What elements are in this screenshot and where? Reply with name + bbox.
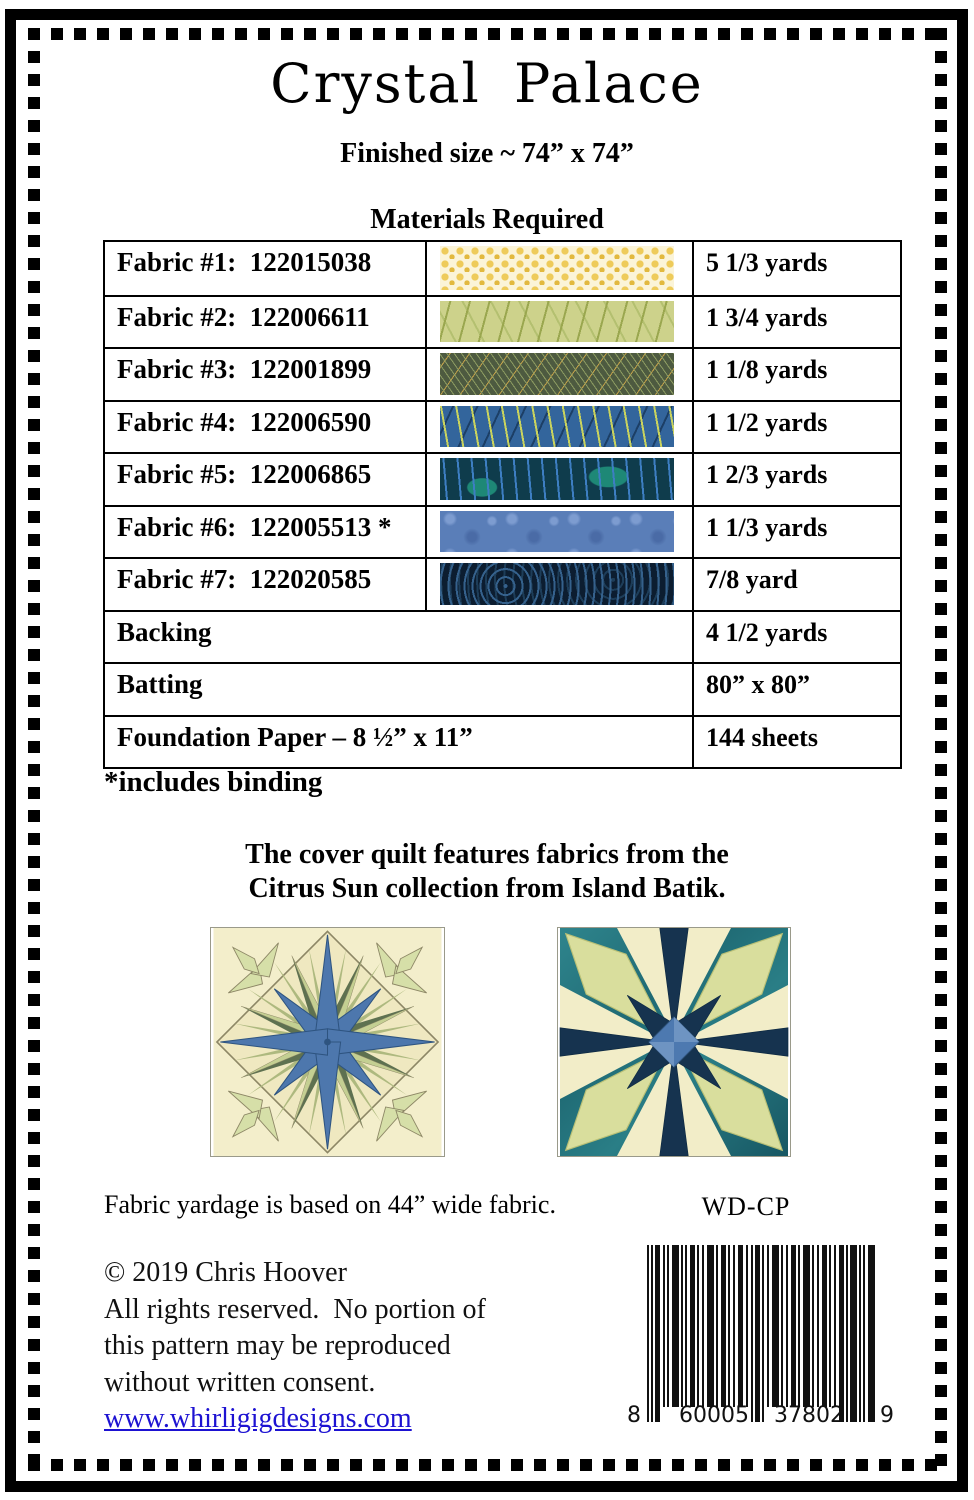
material-label: Fabric #2: 122006611: [105, 295, 427, 348]
quilt-block-image-star: [557, 927, 791, 1157]
material-label: Batting: [105, 662, 692, 715]
fabric-swatch: [440, 301, 674, 343]
copyright-line: without written consent.: [104, 1366, 376, 1398]
binding-footnote: *includes binding: [104, 766, 323, 798]
material-yardage: 1 3/4 yards: [692, 295, 900, 348]
copyright-block: [104, 1255, 486, 1438]
fabric-swatch: [440, 406, 674, 448]
barcode-digit-group: 37802: [774, 1403, 844, 1428]
mariners-compass-illustration: [211, 928, 444, 1156]
dashed-border-top: [28, 28, 947, 40]
cover-quilt-description: [0, 838, 974, 906]
material-label: Fabric #6: 122005513 *: [105, 505, 427, 558]
barcode-digit-group: 60005: [679, 1403, 749, 1428]
barcode-digit-group: 9: [880, 1403, 894, 1428]
copyright-line: All rights reserved. No portion of: [104, 1293, 486, 1325]
material-yardage: 4 1/2 yards: [692, 610, 900, 663]
dashed-border-right: [935, 28, 947, 1471]
website-link[interactable]: www.whirligigdesigns.com: [104, 1403, 412, 1434]
fabric-swatch-cell: [427, 557, 692, 610]
material-yardage: 7/8 yard: [692, 557, 900, 610]
material-label: Fabric #5: 122006865: [105, 452, 427, 505]
material-yardage: 5 1/3 yards: [692, 242, 900, 295]
material-label: Foundation Paper – 8 ½” x 11”: [105, 715, 692, 768]
fabric-swatch: [440, 511, 674, 553]
fabric-swatch-cell: [427, 452, 692, 505]
material-yardage: 1 2/3 yards: [692, 452, 900, 505]
fabric-swatch: [440, 246, 674, 290]
fabric-swatch-cell: [427, 242, 692, 295]
fabric-swatch-cell: [427, 505, 692, 558]
material-label: Fabric #7: 122020585: [105, 557, 427, 610]
fabric-swatch: [440, 563, 674, 605]
yardage-note: Fabric yardage is based on 44” wide fabric.: [104, 1190, 556, 1219]
crystal-star-illustration: [558, 928, 790, 1156]
page-title: Crystal Palace: [270, 52, 704, 115]
material-label: Fabric #4: 122006590: [105, 400, 427, 453]
copyright-line: © 2019 Chris Hoover: [104, 1257, 347, 1288]
material-label: Fabric #3: 122001899: [105, 347, 427, 400]
material-yardage: 1 1/2 yards: [692, 400, 900, 453]
dashed-border-bottom: [28, 1459, 947, 1471]
fabric-swatch: [440, 353, 674, 395]
barcode-bars: [647, 1245, 877, 1425]
fabric-swatch: [440, 458, 674, 500]
fabric-swatch-cell: [427, 347, 692, 400]
product-code: WD-CP: [701, 1192, 791, 1221]
barcode: [627, 1245, 894, 1445]
dashed-border-left: [28, 28, 40, 1471]
barcode-digit-group: 8: [627, 1403, 641, 1428]
quilt-block-image-compass: [210, 927, 445, 1157]
material-yardage: 144 sheets: [692, 715, 900, 768]
finished-size: Finished size ~ 74” x 74”: [340, 138, 634, 169]
materials-table: [103, 240, 902, 769]
fabric-swatch-cell: [427, 400, 692, 453]
material-yardage: 1 1/8 yards: [692, 347, 900, 400]
description-line-2: Citrus Sun collection from Island Batik.: [248, 873, 726, 904]
materials-required-heading: Materials Required: [370, 204, 604, 235]
description-line-1: The cover quilt features fabrics from the: [245, 839, 729, 870]
fabric-swatch-cell: [427, 295, 692, 348]
material-yardage: 1 1/3 yards: [692, 505, 900, 558]
material-label: Backing: [105, 610, 692, 663]
copyright-line: this pattern may be reproduced: [104, 1330, 451, 1361]
material-label: Fabric #1: 122015038: [105, 242, 427, 295]
material-yardage: 80” x 80”: [692, 662, 900, 715]
